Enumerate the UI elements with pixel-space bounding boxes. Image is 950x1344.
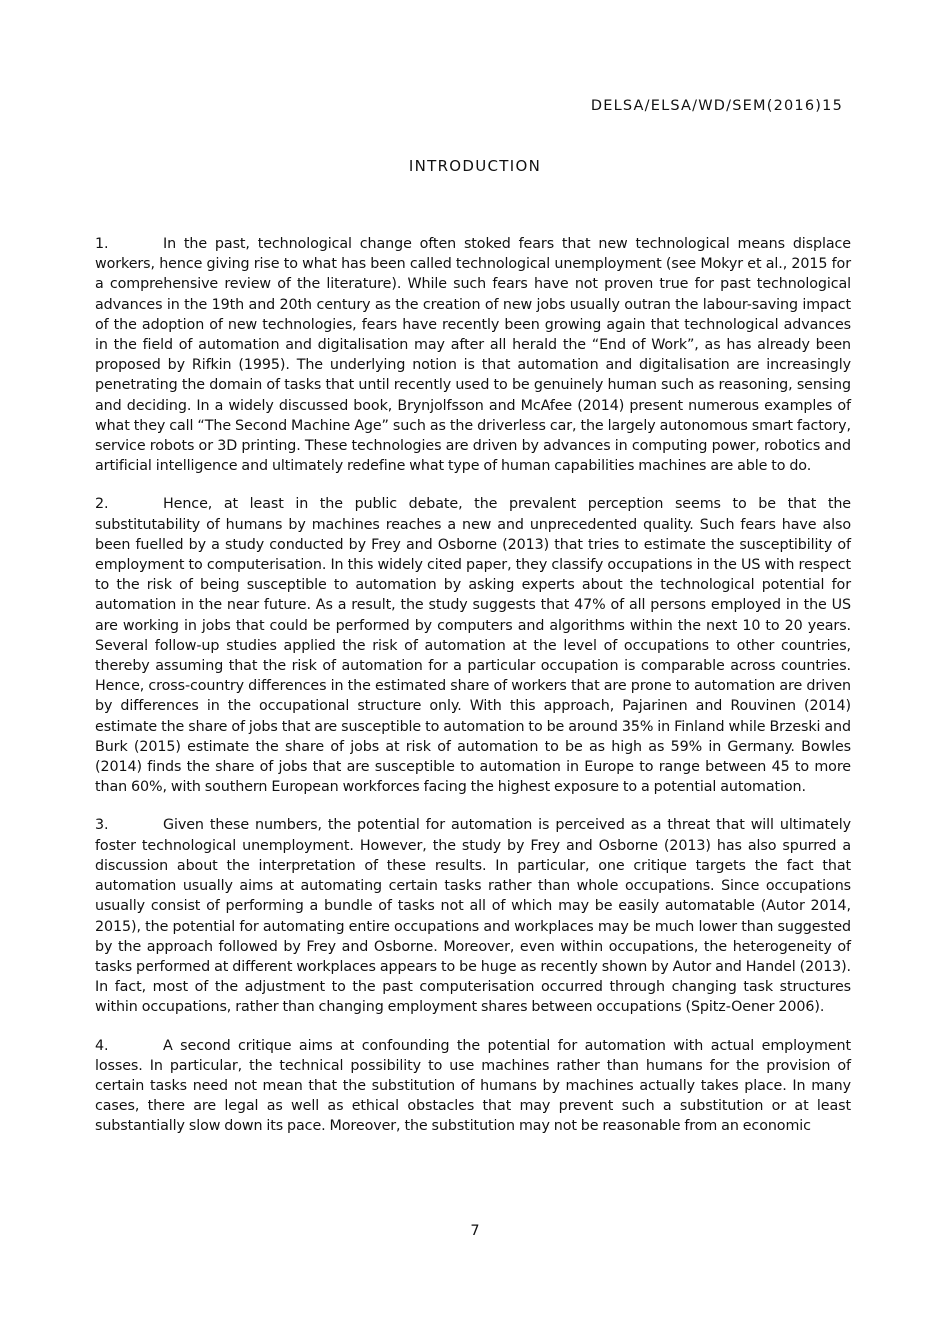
- paragraph-text: In the past, technological change often stoked fears that new technological means displace workers, hence giving rise to what has been called technological unemployment (see Mokyr et al., 2015 for a comprehensive review of the literature). While such fears have not proven true for past technological advances in the 19th and 20th century as the creation of new jobs usually outran the labour-saving impact of the adoption of new technologies, fears have recently been growing again that technological advances in the field of automation and digitalisation may after all herald the “End of Work”, as has already been proposed by Rifkin (1995). The underlying notion is that automation and digitalisation are increasingly penetrating the domain of tasks that until recently used to be genuinely human such as reasoning, sensing and deciding. In a widely discussed book, Brynjolfsson and McAfee (2014) present numerous examples of what they call “The Second Machine Age” such as the driverless car, the largely autonomous smart factory, service robots or 3D printing. These technologies are driven by advances in computing power, robotics and artificial intelligence and ultimately redefine what type of human capabilities machines are able to do.: [95, 236, 851, 475]
- paragraph-text: Hence, at least in the public debate, the prevalent perception seems to be that the substitutability of humans by machines reaches a new and unprecedented quality. Such fears have also been fuelled by a study conducted by Frey and Osborne (2013) that tries to estimate the susceptibility of employment to computerisation. In this widely cited paper, they classify occupations in the US with respect to the risk of being susceptible to automation by asking experts about the technological potential for automation in the near future. As a result, the study suggests that 47% of all persons employed in the US are working in jobs that could be performed by computers and algorithms within the next 10 to 20 years. Several follow-up studies applied the risk of automation at the level of occupations to other countries, thereby assuming that the risk of automation for a particular occupation is comparable across countries. Hence, cross-country differences in the estimated share of workers that are prone to automation are driven by differences in the occupational structure only. With this approach, Pajarinen and Rouvinen (2014) estimate the share of jobs that are susceptible to automation to be around 35% in Finland while Brzeski and Burk (2015) estimate the share of jobs at risk of automation to be as high as 59% in Germany. Bowles (2014) finds the share of jobs that are susceptible to automation in Europe to range between 45 to more than 60%, with southern European workforces facing the highest exposure to a potential automation.: [95, 496, 851, 796]
- page-number: 7: [470, 1223, 480, 1239]
- body-text: [95, 234, 851, 1155]
- paragraph-text: A second critique aims at confounding the potential for automation with actual employment losses. In particular, the technical possibility to use machines rather than humans for the provision of certain tasks need not mean that the substitution of humans by machines actually takes place. In many cases, there are legal as well as ethical obstacles that may prevent such a substitution or at least substantially slow down its pace. Moreover, the substitution may not be reasonable from an economic: [95, 1037, 851, 1135]
- document-reference: DELSA/ELSA/WD/SEM(2016)15: [590, 98, 843, 114]
- paragraph-number: 3.: [95, 817, 109, 834]
- paragraph-text: Given these numbers, the potential for automation is perceived as a threat that will ultimately foster technological unemployment. However, the study by Frey and Osborne (2013) has also spurred a discussion about the interpretation of these results. In particular, one critique targets the fact that automation usually aims at automating certain tasks rather than whole occupations. Since occupations usually consist of performing a bundle of tasks not all of which may be easily automatable (Autor 2014, 2015), the potential for automating entire occupations and workplaces may be much lower than suggested by the approach followed by Frey and Osborne. Moreover, even within occupations, the heterogeneity of tasks performed at different workplaces appears to be huge as recently shown by Autor and Handel (2013). In fact, most of the adjustment to the past computerisation occurred through changing task structures within occupations, rather than changing employment shares between occupations (Spitz-Oener 2006).: [95, 817, 851, 1016]
- paragraph-number: 1.: [95, 236, 109, 252]
- section-title: INTRODUCTION: [408, 157, 542, 175]
- paragraph-1: [95, 234, 851, 476]
- paragraph-2: [95, 494, 851, 797]
- paragraph-number: 4.: [95, 1037, 109, 1054]
- paragraph-4: [95, 1036, 851, 1137]
- paragraph-number: 2.: [95, 496, 109, 513]
- paragraph-3: [95, 815, 851, 1017]
